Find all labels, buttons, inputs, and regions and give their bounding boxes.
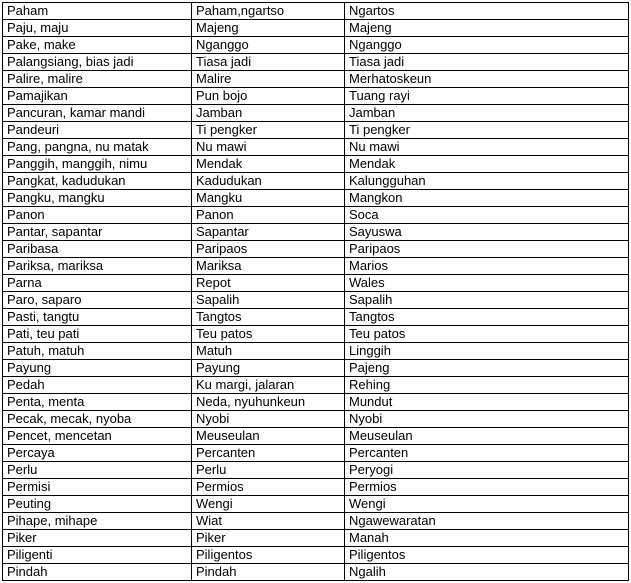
- hormat-sorangan-cell: Paham,ngartso: [192, 3, 345, 20]
- hormat-sorangan-cell: Mangku: [192, 190, 345, 207]
- table-row: [3, 292, 629, 309]
- loma-cell: Pake, make: [3, 37, 192, 54]
- table-row: [3, 241, 629, 258]
- loma-cell: Permisi: [3, 479, 192, 496]
- hormat-sorangan-cell: Malire: [192, 71, 345, 88]
- hormat-sorangan-cell: Ku margi, jalaran: [192, 377, 345, 394]
- loma-cell: Patuh, matuh: [3, 343, 192, 360]
- table-row: [3, 139, 629, 156]
- hormat-batur-cell: Wengi: [345, 496, 629, 513]
- hormat-batur-cell: Teu patos: [345, 326, 629, 343]
- hormat-batur-cell: Merhatoskeun: [345, 71, 629, 88]
- hormat-sorangan-cell: Teu patos: [192, 326, 345, 343]
- loma-cell: Parna: [3, 275, 192, 292]
- loma-cell: Pangku, mangku: [3, 190, 192, 207]
- table-row: [3, 105, 629, 122]
- loma-cell: Percaya: [3, 445, 192, 462]
- loma-cell: Pamajikan: [3, 88, 192, 105]
- loma-cell: Pandeuri: [3, 122, 192, 139]
- hormat-batur-cell: Nganggo: [345, 37, 629, 54]
- loma-cell: Piligenti: [3, 547, 192, 564]
- hormat-sorangan-cell: Pindah: [192, 564, 345, 581]
- table-row: [3, 445, 629, 462]
- loma-cell: Penta, menta: [3, 394, 192, 411]
- table-row: [3, 564, 629, 581]
- hormat-sorangan-cell: Neda, nyuhunkeun: [192, 394, 345, 411]
- table-row: [3, 496, 629, 513]
- hormat-batur-cell: Ngalih: [345, 564, 629, 581]
- table-row: [3, 326, 629, 343]
- hormat-batur-cell: Jamban: [345, 105, 629, 122]
- loma-cell: Peuting: [3, 496, 192, 513]
- hormat-sorangan-cell: Tangtos: [192, 309, 345, 326]
- table-row: [3, 394, 629, 411]
- table-row: [3, 530, 629, 547]
- loma-cell: Palangsiang, bias jadi: [3, 54, 192, 71]
- hormat-batur-cell: Wales: [345, 275, 629, 292]
- hormat-batur-cell: Marios: [345, 258, 629, 275]
- hormat-batur-cell: Permios: [345, 479, 629, 496]
- hormat-batur-cell: Mangkon: [345, 190, 629, 207]
- hormat-sorangan-cell: Ti pengker: [192, 122, 345, 139]
- loma-cell: Paham: [3, 3, 192, 20]
- hormat-sorangan-cell: Nganggo: [192, 37, 345, 54]
- loma-cell: Pancuran, kamar mandi: [3, 105, 192, 122]
- loma-cell: Paribasa: [3, 241, 192, 258]
- hormat-sorangan-cell: Payung: [192, 360, 345, 377]
- hormat-sorangan-cell: Wiat: [192, 513, 345, 530]
- hormat-batur-cell: Paripaos: [345, 241, 629, 258]
- vocabulary-table: [2, 2, 629, 581]
- table-row: [3, 275, 629, 292]
- hormat-batur-cell: Ti pengker: [345, 122, 629, 139]
- loma-cell: Pariksa, mariksa: [3, 258, 192, 275]
- table-row: [3, 547, 629, 564]
- table-row: [3, 88, 629, 105]
- loma-cell: Pindah: [3, 564, 192, 581]
- loma-cell: Pecak, mecak, nyoba: [3, 411, 192, 428]
- hormat-batur-cell: Tuang rayi: [345, 88, 629, 105]
- hormat-batur-cell: Pajeng: [345, 360, 629, 377]
- hormat-sorangan-cell: Piker: [192, 530, 345, 547]
- table-row: [3, 479, 629, 496]
- table-row: [3, 190, 629, 207]
- loma-cell: Pedah: [3, 377, 192, 394]
- hormat-sorangan-cell: Nyobi: [192, 411, 345, 428]
- table-row: [3, 207, 629, 224]
- loma-cell: Palire, malire: [3, 71, 192, 88]
- hormat-sorangan-cell: Jamban: [192, 105, 345, 122]
- loma-cell: Paju, maju: [3, 20, 192, 37]
- table-row: [3, 71, 629, 88]
- loma-cell: Perlu: [3, 462, 192, 479]
- table-row: [3, 224, 629, 241]
- vocabulary-table-body: [3, 3, 629, 581]
- hormat-batur-cell: Tiasa jadi: [345, 54, 629, 71]
- hormat-batur-cell: Majeng: [345, 20, 629, 37]
- loma-cell: Paro, saparo: [3, 292, 192, 309]
- hormat-batur-cell: Manah: [345, 530, 629, 547]
- hormat-batur-cell: Kalungguhan: [345, 173, 629, 190]
- table-row: [3, 343, 629, 360]
- table-row: [3, 173, 629, 190]
- table-row: [3, 20, 629, 37]
- loma-cell: Pasti, tangtu: [3, 309, 192, 326]
- table-row: [3, 122, 629, 139]
- hormat-sorangan-cell: Sapalih: [192, 292, 345, 309]
- table-row: [3, 411, 629, 428]
- table-row: [3, 37, 629, 54]
- hormat-sorangan-cell: Permios: [192, 479, 345, 496]
- hormat-batur-cell: Peryogi: [345, 462, 629, 479]
- hormat-sorangan-cell: Percanten: [192, 445, 345, 462]
- hormat-sorangan-cell: Majeng: [192, 20, 345, 37]
- table-row: [3, 309, 629, 326]
- hormat-sorangan-cell: Meuseulan: [192, 428, 345, 445]
- loma-cell: Pang, pangna, nu matak: [3, 139, 192, 156]
- loma-cell: Piker: [3, 530, 192, 547]
- hormat-batur-cell: Nyobi: [345, 411, 629, 428]
- loma-cell: Pihape, mihape: [3, 513, 192, 530]
- hormat-batur-cell: Ngartos: [345, 3, 629, 20]
- hormat-sorangan-cell: Sapantar: [192, 224, 345, 241]
- hormat-sorangan-cell: Mariksa: [192, 258, 345, 275]
- hormat-batur-cell: Mendak: [345, 156, 629, 173]
- hormat-batur-cell: Rehing: [345, 377, 629, 394]
- loma-cell: Pangkat, kadudukan: [3, 173, 192, 190]
- hormat-batur-cell: Sayuswa: [345, 224, 629, 241]
- hormat-sorangan-cell: Nu mawi: [192, 139, 345, 156]
- hormat-batur-cell: Linggih: [345, 343, 629, 360]
- loma-cell: Pencet, mencetan: [3, 428, 192, 445]
- hormat-sorangan-cell: Piligentos: [192, 547, 345, 564]
- hormat-sorangan-cell: Paripaos: [192, 241, 345, 258]
- loma-cell: Panon: [3, 207, 192, 224]
- hormat-batur-cell: Soca: [345, 207, 629, 224]
- table-row: [3, 462, 629, 479]
- hormat-sorangan-cell: Panon: [192, 207, 345, 224]
- hormat-batur-cell: Piligentos: [345, 547, 629, 564]
- table-row: [3, 428, 629, 445]
- hormat-sorangan-cell: Kadudukan: [192, 173, 345, 190]
- hormat-sorangan-cell: Perlu: [192, 462, 345, 479]
- table-row: [3, 258, 629, 275]
- hormat-batur-cell: Sapalih: [345, 292, 629, 309]
- table-row: [3, 54, 629, 71]
- hormat-sorangan-cell: Matuh: [192, 343, 345, 360]
- table-row: [3, 513, 629, 530]
- loma-cell: Pantar, sapantar: [3, 224, 192, 241]
- hormat-sorangan-cell: Tiasa jadi: [192, 54, 345, 71]
- hormat-batur-cell: Nu mawi: [345, 139, 629, 156]
- hormat-sorangan-cell: Pun bojo: [192, 88, 345, 105]
- table-row: [3, 156, 629, 173]
- hormat-batur-cell: Mundut: [345, 394, 629, 411]
- hormat-sorangan-cell: Wengi: [192, 496, 345, 513]
- hormat-batur-cell: Tangtos: [345, 309, 629, 326]
- table-row: [3, 360, 629, 377]
- loma-cell: Payung: [3, 360, 192, 377]
- loma-cell: Pati, teu pati: [3, 326, 192, 343]
- hormat-sorangan-cell: Repot: [192, 275, 345, 292]
- hormat-sorangan-cell: Mendak: [192, 156, 345, 173]
- table-row: [3, 3, 629, 20]
- loma-cell: Panggih, manggih, nimu: [3, 156, 192, 173]
- hormat-batur-cell: Ngawewaratan: [345, 513, 629, 530]
- hormat-batur-cell: Percanten: [345, 445, 629, 462]
- table-row: [3, 377, 629, 394]
- hormat-batur-cell: Meuseulan: [345, 428, 629, 445]
